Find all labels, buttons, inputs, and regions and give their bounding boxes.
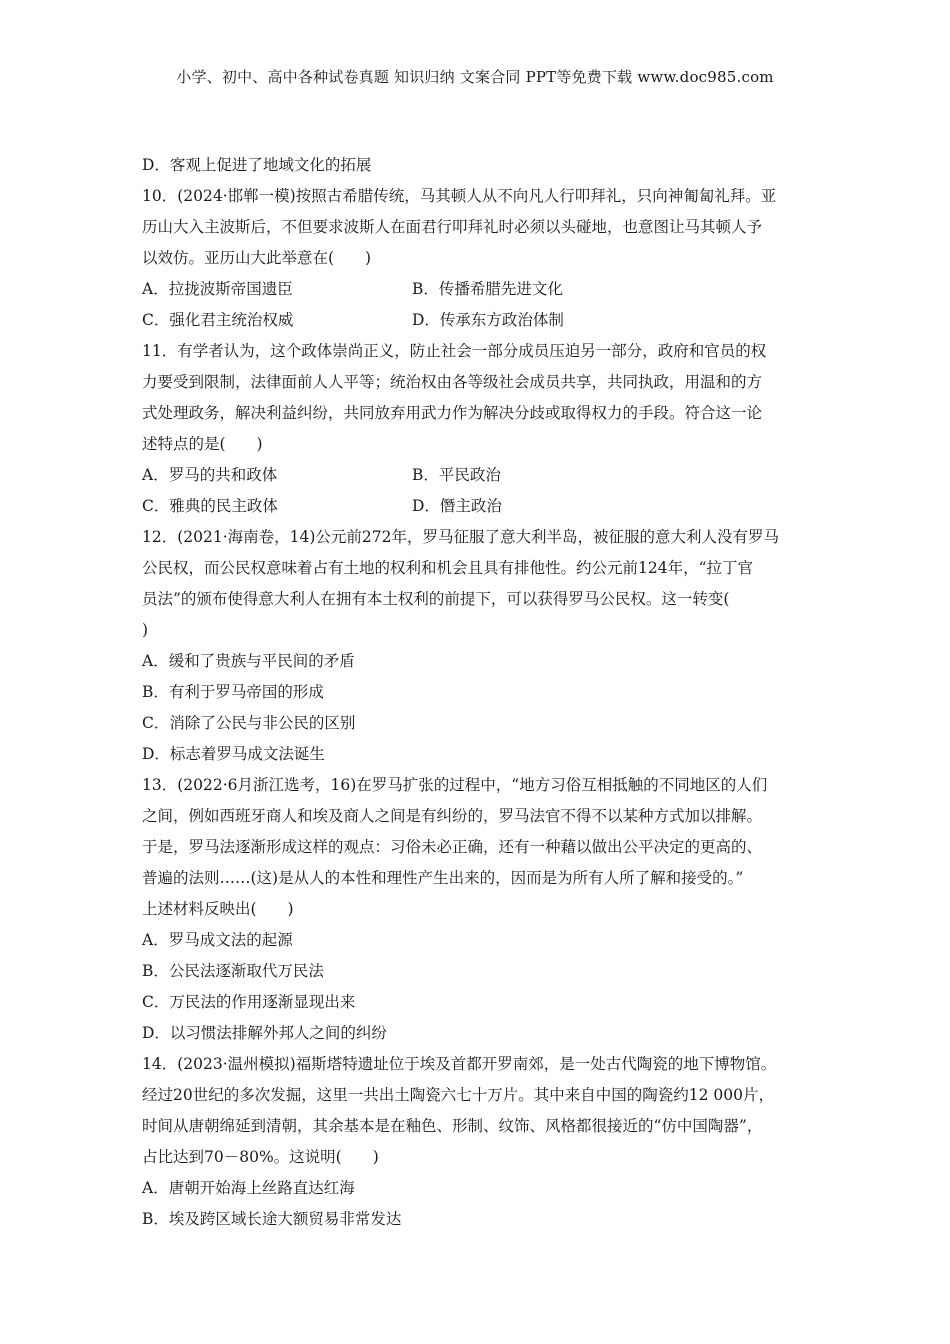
option-d: D．标志着罗马成文法诞生 <box>142 745 325 763</box>
question-text: 10．(2024·邯郸一模)按照古希腊传统，马其顿人从不向凡人行叩拜礼，只向神匍匐礼拜。亚 <box>142 187 777 205</box>
question-14 <box>142 1049 812 1235</box>
question-text: 之间，例如西班牙商人和埃及商人之间是有纠纷的，罗马法官不得不以某种方式加以排解。 <box>142 807 763 825</box>
options-row <box>142 460 812 491</box>
option-a: A．缓和了贵族与平民间的矛盾 <box>142 652 355 670</box>
question-text: 公民权，而公民权意味着占有土地的权利和机会且具有排他性。约公元前124年，“拉丁官 <box>142 559 754 577</box>
option-b: B．有利于罗马帝国的形成 <box>142 683 324 701</box>
question-10 <box>142 181 812 336</box>
question-text: 13．(2022·6月浙江选考，16)在罗马扩张的过程中，“地方习俗互相抵触的不同地区的人们 <box>142 776 768 794</box>
question-text: 14．(2023·温州模拟)福斯塔特遗址位于埃及首都开罗南郊，是一处古代陶瓷的地下博物馆。 <box>142 1055 777 1073</box>
question-text: 上述材料反映出( ) <box>142 900 294 918</box>
question-text: 于是，罗马法逐渐形成这样的观点：习俗未必正确，还有一种藉以做出公平决定的更高的、 <box>142 838 763 856</box>
question-text: 普遍的法则……(这)是从人的本性和理性产生出来的，因而是为所有人所了解和接受的。” <box>142 869 744 887</box>
question-text: 述特点的是( ) <box>142 435 263 453</box>
question-12 <box>142 522 812 770</box>
question-text: 以效仿。亚历山大此举意在( ) <box>142 249 372 267</box>
question-text: 占比达到70－80%。这说明( ) <box>142 1148 379 1166</box>
option-d: D．传承东方政治体制 <box>412 311 564 329</box>
options-row <box>142 491 812 522</box>
option-a: A．罗马成文法的起源 <box>142 931 293 949</box>
page-header: 小学、初中、高中各种试卷真题 知识归纳 文案合同 PPT等免费下载 www.doc985.com <box>176 68 774 86</box>
question-text: 员法”的颁布使得意大利人在拥有本土权利的前提下，可以获得罗马公民权。这一转变( <box>142 590 730 608</box>
option-d-prev: D．客观上促进了地域文化的拓展 <box>142 156 372 174</box>
question-text: 式处理政务，解决利益纠纷，共同放弃用武力作为解决分歧或取得权力的手段。符合这一论 <box>142 404 763 422</box>
option-d: D．以习惯法排解外邦人之间的纠纷 <box>142 1024 387 1042</box>
option-a: A．拉拢波斯帝国遗臣 <box>142 280 293 298</box>
option-b: B．传播希腊先进文化 <box>412 280 563 298</box>
document-body <box>142 150 812 1235</box>
question-text: 历山大入主波斯后，不但要求波斯人在面君行叩拜礼时必须以头碰地，也意图让马其顿人予 <box>142 218 763 236</box>
option-a: A．唐朝开始海上丝路直达红海 <box>142 1179 355 1197</box>
question-13 <box>142 770 812 1049</box>
option-c: C．雅典的民主政体 <box>142 497 278 515</box>
question-text: 力要受到限制，法律面前人人平等；统治权由各等级社会成员共享，共同执政，用温和的方 <box>142 373 763 391</box>
question-text: 12．(2021·海南卷，14)公元前272年，罗马征服了意大利半岛，被征服的意大利人没有罗马 <box>142 528 780 546</box>
option-b: B．公民法逐渐取代万民法 <box>142 962 324 980</box>
option-b: B．埃及跨区域长途大额贸易非常发达 <box>142 1210 402 1228</box>
question-text: 11．有学者认为，这个政体崇尚正义，防止社会一部分成员压迫另一部分，政府和官员的权 <box>142 342 767 360</box>
options-row <box>142 305 812 336</box>
question-text: 经过20世纪的多次发掘，这里一共出土陶瓷六七十万片。其中来自中国的陶瓷约12 000片， <box>142 1086 774 1104</box>
option-c: C．万民法的作用逐渐显现出来 <box>142 993 356 1011</box>
question-11 <box>142 336 812 522</box>
option-c: C．强化君主统治权威 <box>142 311 294 329</box>
question-text: ) <box>142 621 149 639</box>
option-a: A．罗马的共和政体 <box>142 466 278 484</box>
option-c: C．消除了公民与非公民的区别 <box>142 714 356 732</box>
option-b: B．平民政治 <box>412 466 501 484</box>
question-text: 时间从唐朝绵延到清朝，其余基本是在釉色、形制、纹饰、风格都很接近的“仿中国陶器”， <box>142 1117 763 1135</box>
options-row <box>142 274 812 305</box>
option-d: D．僭主政治 <box>412 497 502 515</box>
